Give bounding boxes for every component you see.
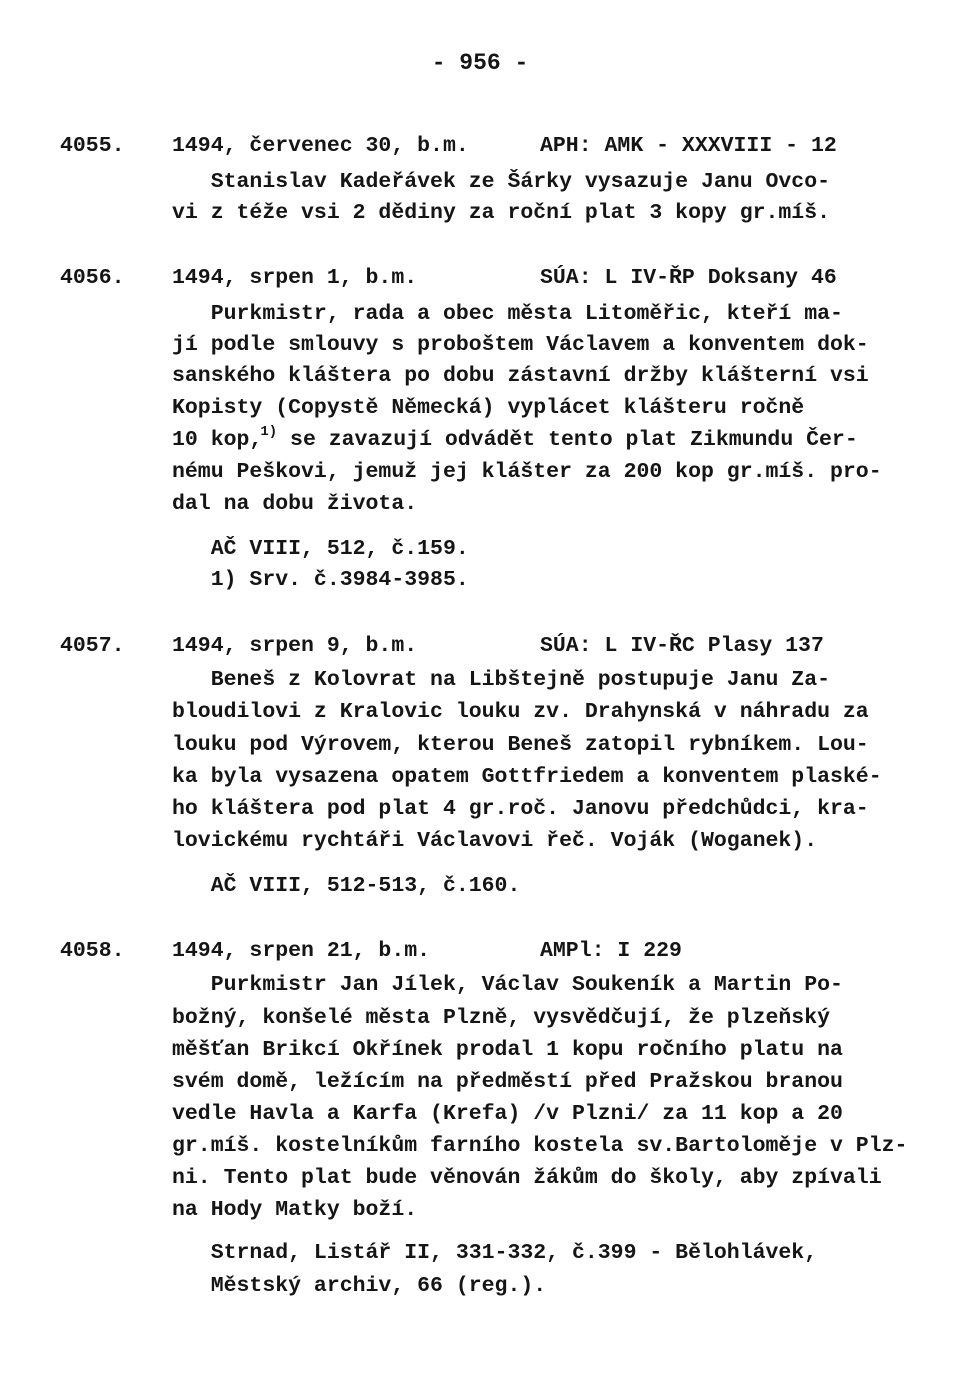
entry-text-line: gr.míš. kostelníkům farního kostela sv.Bartoloměje v Plz-	[172, 1134, 908, 1158]
entry-reference: AČ VIII, 512, č.159.	[172, 537, 469, 561]
entry-text-line: božný, konšelé města Plzně, vysvědčují, že plzeňský	[172, 1006, 831, 1030]
entry-number: 4056.	[60, 266, 125, 290]
entry-text-line: svém domě, ležícím na předměstí před Pražskou branou	[172, 1070, 843, 1094]
entry-text-line: Purkmistr, rada a obec města Litoměřic, kteří ma-	[172, 302, 843, 326]
entry-date: 1494, srpen 1, b.m.	[172, 266, 418, 290]
entry-source: AMPl: I 229	[540, 939, 682, 963]
entry-number: 4057.	[60, 634, 125, 658]
entry-number: 4055.	[60, 134, 125, 158]
entry-text-line	[172, 424, 858, 452]
entry-text-line: nému Peškovi, jemuž jej klášter za 200 kop gr.míš. pro-	[172, 460, 882, 484]
entry-text-line: sanského kláštera po dobu zástavní držby klášterní vsi	[172, 364, 869, 388]
entry-text-line: louku pod Výrovem, kterou Beneš zatopil rybníkem. Lou-	[172, 733, 869, 757]
entry-number: 4058.	[60, 939, 125, 963]
entry-text-line: na Hody Matky boží.	[172, 1198, 418, 1222]
entry-text-line: vedle Havla a Karfa (Krefa) /v Plzni/ za 11 kop a 20	[172, 1102, 843, 1126]
footnote-mark: 1)	[260, 424, 278, 440]
entry-text-line: jí podle smlouvy s proboštem Václavem a konventem dok-	[172, 333, 869, 357]
entry-text-line: měšťan Brikcí Okřínek prodal 1 kopu ročního platu na	[172, 1038, 843, 1062]
entry-footnote: 1) Srv. č.3984-3985.	[172, 568, 469, 592]
entry-text-line: ka byla vysazena opatem Gottfriedem a konventem plaské-	[172, 765, 882, 789]
entry-text-line: lovickému rychtáři Václavovi řeč. Voják (Woganek).	[172, 829, 818, 853]
entry-source: SÚA: L IV-ŘC Plasy 137	[540, 634, 824, 658]
entry-text-line: dal na dobu života.	[172, 492, 418, 516]
entry-date: 1494, srpen 9, b.m.	[172, 634, 418, 658]
text-segment: se zavazují odvádět tento plat Zikmundu Čer-	[290, 428, 858, 452]
entry-text-line: bloudilovi z Kralovic louku zv. Drahynská v náhradu za	[172, 700, 869, 724]
text-segment: 10 kop,	[172, 428, 263, 452]
entry-reference: Městský archiv, 66 (reg.).	[172, 1274, 547, 1298]
entry-date: 1494, srpen 21, b.m.	[172, 939, 431, 963]
entry-text-line: Purkmistr Jan Jílek, Václav Soukeník a Martin Po-	[172, 973, 843, 997]
entry-source: APH: AMK - XXXVIII - 12	[540, 134, 837, 158]
entry-text-line: Stanislav Kadeřávek ze Šárky vysazuje Janu Ovco-	[172, 170, 831, 194]
entry-text-line: ni. Tento plat bude věnován žákům do školy, aby zpívali	[172, 1166, 882, 1190]
entry-source: SÚA: L IV-ŘP Doksany 46	[540, 266, 837, 290]
entry-reference: AČ VIII, 512-513, č.160.	[172, 874, 521, 898]
entry-reference: Strnad, Listář II, 331-332, č.399 - Bělohlávek,	[172, 1241, 818, 1265]
entry-text-line: Kopisty (Copystě Německá) vyplácet klášteru ročně	[172, 396, 805, 420]
entry-text-line: vi z téže vsi 2 dědiny za roční plat 3 kopy gr.míš.	[172, 201, 831, 225]
page-number: - 956 -	[431, 50, 529, 76]
entry-date: 1494, červenec 30, b.m.	[172, 134, 469, 158]
entry-text-line: ho kláštera pod plat 4 gr.roč. Janovu předchůdci, kra-	[172, 797, 869, 821]
entry-text-line: Beneš z Kolovrat na Libštejně postupuje Janu Za-	[172, 668, 831, 692]
